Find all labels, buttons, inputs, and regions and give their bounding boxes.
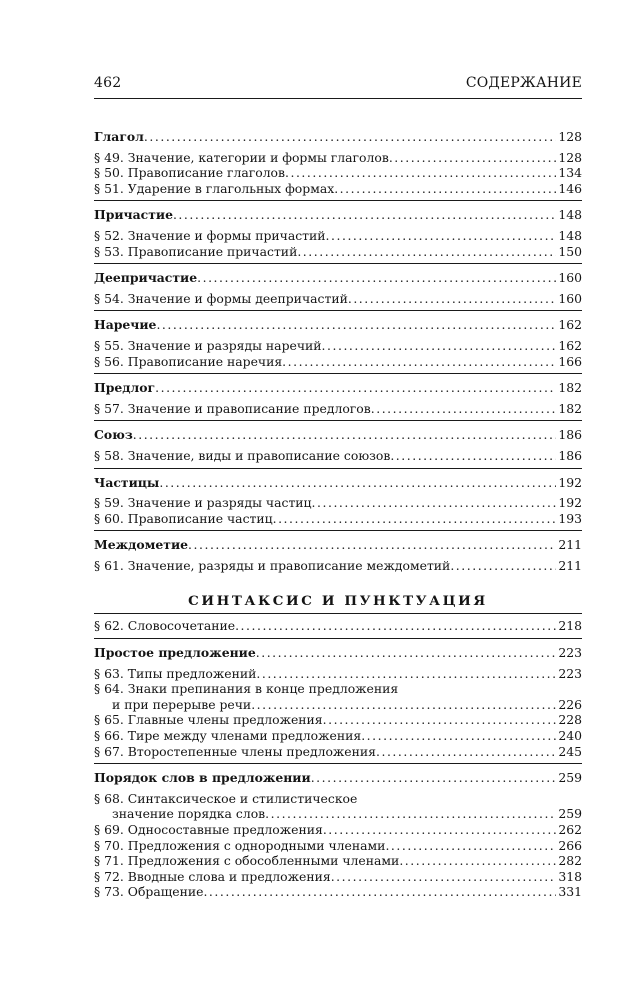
paragraph-number: § 54.	[94, 290, 124, 306]
paragraph-number: § 51.	[94, 180, 124, 196]
toc-item[interactable]	[94, 884, 582, 900]
dot-leader	[173, 207, 556, 223]
toc-entry[interactable]	[94, 853, 582, 869]
page-ref: 211	[558, 557, 582, 573]
toc-item[interactable]	[94, 558, 582, 574]
entry-title: Значение и разряды частиц	[127, 495, 312, 511]
toc-item[interactable]	[94, 150, 582, 166]
toc-section	[94, 380, 582, 421]
running-header	[94, 74, 582, 99]
dot-leader	[251, 697, 556, 713]
toc-item[interactable]	[94, 165, 582, 181]
entry-title: Предложения с однородными членами	[127, 837, 386, 853]
paragraph-number: § 59.	[94, 495, 124, 511]
entry-title: Второстепенные члены предложения	[127, 743, 376, 759]
toc-entry[interactable]	[94, 712, 582, 728]
toc-entry[interactable]	[94, 511, 582, 527]
section-title: Порядок слов в предложении	[94, 770, 311, 786]
toc-item[interactable]	[94, 495, 582, 511]
dot-leader	[450, 558, 556, 574]
toc-item[interactable]	[94, 354, 582, 370]
dot-leader	[285, 165, 556, 181]
page-ref: 226	[558, 696, 582, 712]
page-ref: 160	[558, 290, 582, 306]
toc-item[interactable]	[94, 511, 582, 527]
toc-entry[interactable]	[94, 744, 582, 760]
page-ref: 262	[558, 822, 582, 837]
paragraph-number: § 73.	[94, 884, 124, 900]
dot-leader	[155, 380, 556, 396]
page-ref: 128	[558, 149, 582, 165]
section-heading-entry[interactable]	[94, 475, 582, 491]
toc-item[interactable]	[94, 618, 582, 634]
entry-title: Правописание частиц	[127, 510, 273, 526]
dot-leader	[311, 770, 557, 786]
page-ref: 192	[558, 474, 582, 490]
page-ref: 186	[558, 427, 582, 443]
dot-leader	[312, 495, 557, 511]
page-ref: 218	[558, 618, 582, 634]
toc-section	[94, 207, 582, 264]
entry-title: Правописание наречия	[127, 353, 283, 369]
page-ref: 146	[558, 180, 582, 196]
toc-entry-line	[94, 697, 582, 713]
dot-leader	[390, 448, 556, 464]
dot-leader	[361, 728, 556, 744]
toc-section	[94, 270, 582, 311]
entry-title-continued: значение порядка слов	[112, 806, 266, 822]
part-heading: СИНТАКСИС И ПУНКТУАЦИЯ	[94, 593, 582, 614]
paragraph-number: § 68.	[94, 790, 124, 806]
entry-title: Ударение в глагольных формах	[127, 180, 335, 196]
paragraph-number: § 50.	[94, 165, 124, 181]
entry-title: Значение и формы причастий	[127, 227, 326, 243]
toc-item[interactable]	[94, 838, 582, 854]
dot-leader	[282, 354, 556, 370]
dot-leader	[197, 270, 556, 286]
page-ref: 245	[558, 743, 582, 759]
paragraph-number: § 72.	[94, 868, 124, 884]
toc-item[interactable]	[94, 244, 582, 260]
toc-entry[interactable]	[94, 354, 582, 370]
paragraph-number: § 62.	[94, 618, 124, 634]
toc-entry[interactable]	[94, 338, 582, 354]
toc-item[interactable]	[94, 822, 582, 838]
toc-item[interactable]	[94, 681, 582, 712]
entry-title: Предложения с обособленными членами	[127, 853, 400, 869]
entry-title: Значение и правописание предлогов	[127, 400, 371, 416]
paragraph-number: § 52.	[94, 227, 124, 243]
dot-leader	[376, 744, 556, 760]
page-ref: 223	[558, 665, 582, 681]
dot-leader	[385, 838, 556, 854]
toc-entry[interactable]	[94, 838, 582, 854]
toc-section	[94, 427, 582, 468]
toc-entry[interactable]	[94, 181, 582, 197]
dot-leader	[399, 853, 556, 869]
toc-item[interactable]	[94, 448, 582, 464]
toc-entry[interactable]	[94, 291, 582, 307]
entry-title: Значение, разряды и правописание междометий	[127, 557, 451, 573]
toc-entry[interactable]	[94, 666, 582, 682]
page-ref: 162	[558, 317, 582, 333]
entry-title: Значение, виды и правописание союзов	[127, 447, 391, 463]
page-ref: 150	[558, 243, 582, 259]
entry-title: Значение, категории и формы глаголов	[127, 149, 389, 165]
entry-title: Обращение	[127, 884, 204, 900]
dot-leader	[334, 181, 556, 197]
dot-leader	[323, 822, 557, 838]
paragraph-number: § 58.	[94, 447, 124, 463]
page-ref: 134	[558, 165, 582, 181]
paragraph-number: § 63.	[94, 665, 124, 681]
paragraph-number: § 69.	[94, 822, 124, 837]
dot-leader	[256, 645, 557, 661]
toc-item[interactable]	[94, 666, 582, 682]
entry-title: Значение и разряды наречий	[127, 337, 322, 353]
toc-entry[interactable]	[94, 822, 582, 838]
toc-item[interactable]	[94, 401, 582, 417]
paragraph-number: § 71.	[94, 853, 124, 869]
dot-leader	[389, 150, 557, 166]
toc-section	[94, 129, 582, 201]
page-ref: 166	[558, 353, 582, 369]
page-ref: 192	[558, 495, 582, 511]
toc-entry[interactable]	[94, 150, 582, 166]
page-ref: 240	[558, 728, 582, 744]
dot-leader	[159, 475, 556, 491]
section-title: Причастие	[94, 207, 173, 223]
entry-title: Типы предложений	[127, 665, 257, 681]
page-ref: 211	[558, 537, 582, 553]
toc-section	[94, 317, 582, 374]
section-heading-entry[interactable]	[94, 770, 582, 786]
toc-section	[94, 537, 582, 577]
toc-item[interactable]	[94, 853, 582, 869]
toc-section	[94, 618, 582, 639]
toc-item[interactable]	[94, 291, 582, 307]
page-ref: 148	[558, 227, 582, 243]
page-ref: 162	[558, 337, 582, 353]
section-title: Глагол	[94, 129, 144, 144]
toc-item[interactable]	[94, 728, 582, 744]
paragraph-number: § 70.	[94, 837, 124, 853]
page-ref: 282	[558, 853, 582, 869]
dot-leader	[326, 228, 557, 244]
page	[94, 74, 582, 910]
dot-leader	[256, 666, 556, 682]
section-title: Деепричастие	[94, 270, 198, 286]
entry-title: Вводные слова и предложения	[127, 868, 331, 884]
toc-entry-line	[94, 806, 582, 822]
dot-leader	[322, 338, 557, 354]
entry-title: Правописание глаголов	[127, 165, 285, 181]
paragraph-number: § 56.	[94, 353, 124, 369]
page-ref: 193	[558, 510, 582, 526]
dot-leader	[203, 884, 556, 900]
page-ref: 228	[558, 712, 582, 728]
toc-section	[94, 475, 582, 532]
toc-item[interactable]	[94, 791, 582, 822]
toc-entry[interactable]	[94, 244, 582, 260]
page-ref: 318	[558, 868, 582, 884]
page-ref: 128	[558, 129, 582, 144]
paragraph-number: § 66.	[94, 728, 124, 744]
table-of-contents	[94, 129, 582, 904]
page-ref: 259	[558, 806, 582, 822]
toc-item[interactable]	[94, 181, 582, 197]
dot-leader	[156, 317, 556, 333]
page-ref: 160	[558, 270, 582, 286]
paragraph-number: § 65.	[94, 712, 124, 728]
dot-leader	[133, 427, 557, 443]
entry-title-continued: и при перерыве речи	[112, 696, 252, 712]
toc-item[interactable]	[94, 712, 582, 728]
section-heading-entry[interactable]	[94, 129, 582, 145]
toc-item[interactable]	[94, 228, 582, 244]
section-title: Союз	[94, 427, 133, 443]
toc-entry[interactable]	[94, 869, 582, 885]
dot-leader	[235, 618, 556, 634]
toc-entry[interactable]	[94, 228, 582, 244]
page-ref: 223	[558, 645, 582, 661]
dot-leader	[297, 244, 556, 260]
toc-entry[interactable]	[94, 728, 582, 744]
toc-entry[interactable]	[94, 884, 582, 900]
paragraph-number: § 64.	[94, 681, 124, 697]
paragraph-number: § 61.	[94, 557, 124, 573]
toc-entry[interactable]	[94, 165, 582, 181]
entry-title: Главные члены предложения	[127, 712, 323, 728]
page-ref: 182	[558, 380, 582, 396]
toc-item[interactable]	[94, 338, 582, 354]
section-heading-entry[interactable]	[94, 537, 582, 553]
page-ref: 182	[558, 400, 582, 416]
dot-leader	[273, 511, 557, 527]
toc-entry-line	[94, 791, 582, 807]
page-ref: 266	[558, 837, 582, 853]
toc-item[interactable]	[94, 744, 582, 760]
paragraph-number: § 60.	[94, 510, 124, 526]
dot-leader	[348, 291, 557, 307]
section-heading-entry[interactable]	[94, 207, 582, 223]
paragraph-number: § 57.	[94, 400, 124, 416]
dot-leader	[265, 806, 556, 822]
section-heading-entry[interactable]	[94, 317, 582, 333]
entry-title: Значение и формы деепричастий	[127, 290, 348, 306]
running-title: СОДЕРЖАНИЕ	[465, 75, 582, 91]
entry-title: Тире между членами предложения	[127, 728, 362, 744]
section-title: Наречие	[94, 317, 157, 333]
paragraph-number: § 49.	[94, 149, 124, 165]
dot-leader	[323, 712, 557, 728]
section-heading-entry[interactable]	[94, 427, 582, 443]
page-number: 462	[94, 75, 122, 91]
toc-entry[interactable]	[94, 558, 582, 574]
page-ref: 259	[558, 770, 582, 786]
paragraph-number: § 67.	[94, 743, 124, 759]
section-heading-entry[interactable]	[94, 645, 582, 661]
dot-leader	[331, 869, 557, 885]
entry-title: Словосочетание	[127, 618, 236, 634]
toc-entry[interactable]	[94, 401, 582, 417]
section-title: Частицы	[94, 474, 160, 490]
toc-section	[94, 770, 582, 904]
entry-title: Синтаксическое и стилистическое	[127, 790, 358, 806]
paragraph-number: § 55.	[94, 337, 124, 353]
toc-entry-line	[94, 681, 582, 697]
section-title: Предлог	[94, 380, 156, 396]
page-ref: 331	[558, 884, 582, 900]
section-heading-entry[interactable]	[94, 270, 582, 286]
page-ref: 148	[558, 207, 582, 223]
toc-entry[interactable]	[94, 448, 582, 464]
section-title: Простое предложение	[94, 645, 256, 661]
toc-entry[interactable]	[94, 495, 582, 511]
page-ref: 186	[558, 447, 582, 463]
toc-item[interactable]	[94, 869, 582, 885]
dot-leader	[188, 537, 556, 553]
toc-section	[94, 645, 582, 764]
dot-leader	[371, 401, 557, 417]
toc-entry[interactable]	[94, 618, 582, 634]
entry-title: Правописание причастий	[127, 243, 298, 259]
entry-title: Односоставные предложения	[127, 822, 323, 837]
section-title: Междометие	[94, 537, 189, 553]
paragraph-number: § 53.	[94, 243, 124, 259]
section-heading-entry[interactable]	[94, 380, 582, 396]
dot-leader	[144, 129, 556, 145]
entry-title: Знаки препинания в конце предложения	[127, 681, 399, 697]
